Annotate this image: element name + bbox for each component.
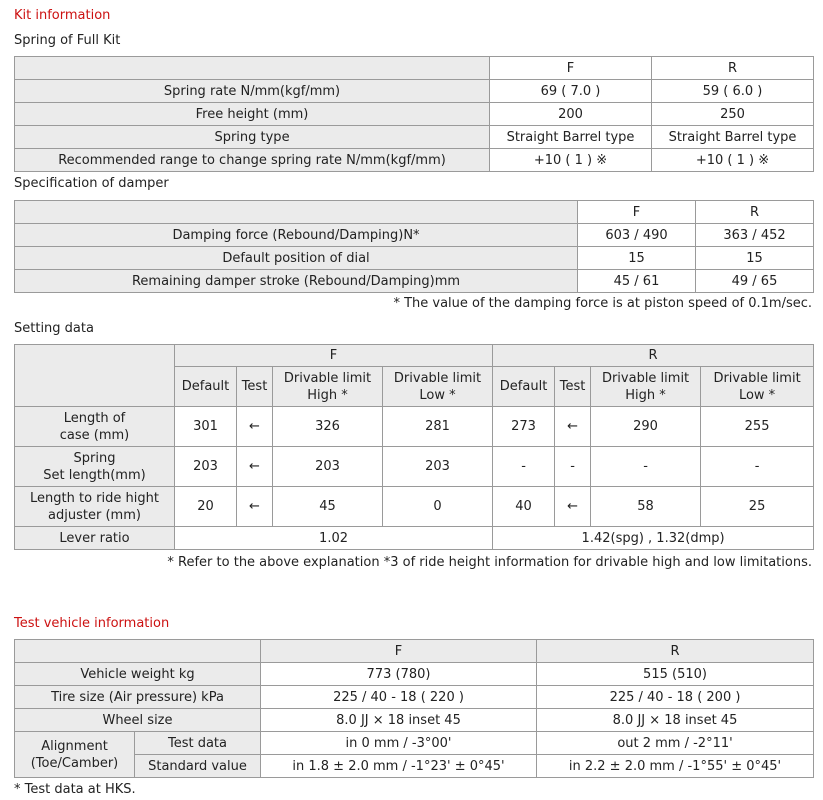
header-blank [15, 640, 261, 663]
table-header-row [15, 201, 814, 224]
subheader-low-line1: Drivable limit [713, 370, 801, 386]
table-row [15, 755, 814, 778]
cell-r: 49 / 65 [696, 270, 814, 293]
row-label: Wheel size [15, 709, 261, 732]
row-label-line2: Set length(mm) [43, 467, 146, 483]
row-label [15, 487, 175, 527]
cell-r-test: ← [555, 487, 591, 527]
row-label [15, 407, 175, 447]
row-label-line1: Length of [63, 410, 126, 426]
header-r: R [652, 57, 814, 80]
alignment-label [15, 732, 135, 778]
header-r: R [537, 640, 814, 663]
header-f: F [175, 345, 493, 367]
cell-r: in 2.2 ± 2.0 mm / -1°55' ± 0°45' [537, 755, 814, 778]
cell-f-low: 0 [383, 487, 493, 527]
row-label: Tire size (Air pressure) kPa [15, 686, 261, 709]
cell-f: 603 / 490 [578, 224, 696, 247]
subheader-low [701, 367, 814, 407]
row-label: Recommended range to change spring rate N/mm(kgf/mm) [15, 149, 490, 172]
cell-r: 250 [652, 103, 814, 126]
table-row [15, 732, 814, 755]
damper-section-title: Specification of damper [14, 176, 169, 191]
subheader-low-line2: Low * [738, 387, 776, 403]
table-row [15, 149, 814, 172]
cell-r-high: 290 [591, 407, 701, 447]
cell-r-test: ← [555, 407, 591, 447]
cell-r-test: - [555, 447, 591, 487]
row-label: Remaining damper stroke (Rebound/Damping)mm [15, 270, 578, 293]
subheader-high [273, 367, 383, 407]
test-vehicle-title: Test vehicle information [14, 616, 170, 631]
row-label: Free height (mm) [15, 103, 490, 126]
table-row [15, 487, 814, 527]
alignment-label-line1: Alignment [41, 738, 108, 754]
vehicle-note: * Test data at HKS. [14, 782, 136, 797]
cell-f-default: 203 [175, 447, 237, 487]
cell-r: 59 ( 6.0 ) [652, 80, 814, 103]
header-blank [15, 345, 175, 407]
table-row [15, 103, 814, 126]
damper-table [14, 200, 814, 293]
header-f: F [261, 640, 537, 663]
subheader-low [383, 367, 493, 407]
table-row [15, 686, 814, 709]
row-label-line1: Spring [73, 450, 116, 466]
cell-f-test: ← [237, 487, 273, 527]
cell-f: in 1.8 ± 2.0 mm / -1°23' ± 0°45' [261, 755, 537, 778]
setting-section-title: Setting data [14, 321, 94, 336]
subheader-high [591, 367, 701, 407]
subheader-high-line1: Drivable limit [283, 370, 372, 386]
table-row [15, 247, 814, 270]
cell-r: +10 ( 1 ) ※ [652, 149, 814, 172]
cell-r-low: - [701, 447, 814, 487]
row-label: Spring type [15, 126, 490, 149]
header-f: F [578, 201, 696, 224]
cell-r: 515 (510) [537, 663, 814, 686]
setting-note: * Refer to the above explanation *3 of ride height information for drivable high and low limitations. [167, 555, 812, 570]
cell-r-low: 25 [701, 487, 814, 527]
table-row [15, 407, 814, 447]
cell-r: Straight Barrel type [652, 126, 814, 149]
cell-f-test: ← [237, 407, 273, 447]
cell-r: 8.0 JJ × 18 inset 45 [537, 709, 814, 732]
table-row [15, 709, 814, 732]
row-label: Lever ratio [15, 527, 175, 550]
spring-table [14, 56, 814, 172]
cell-f: 8.0 JJ × 18 inset 45 [261, 709, 537, 732]
table-row [15, 80, 814, 103]
alignment-label-line2: (Toe/Camber) [30, 755, 119, 771]
alignment-standard-label: Standard value [135, 755, 261, 778]
subheader-low-line2: Low * [419, 387, 456, 403]
table-row [15, 126, 814, 149]
cell-f-test: ← [237, 447, 273, 487]
table-row [15, 447, 814, 487]
subheader-test: Test [237, 367, 273, 407]
header-blank [15, 201, 578, 224]
cell-f: 225 / 40 - 18 ( 220 ) [261, 686, 537, 709]
damper-note: * The value of the damping force is at piston speed of 0.1m/sec. [393, 296, 812, 311]
vehicle-table [14, 639, 814, 778]
cell-f-lever: 1.02 [175, 527, 493, 550]
subheader-test: Test [555, 367, 591, 407]
cell-r: out 2 mm / -2°11' [537, 732, 814, 755]
setting-table [14, 344, 814, 550]
table-row [15, 663, 814, 686]
table-row [15, 270, 814, 293]
cell-r-low: 255 [701, 407, 814, 447]
header-blank [15, 57, 490, 80]
header-r: R [493, 345, 814, 367]
table-row [15, 224, 814, 247]
cell-r: 15 [696, 247, 814, 270]
table-row [15, 527, 814, 550]
subheader-high-line1: Drivable limit [601, 370, 690, 386]
spring-section-title: Spring of Full Kit [14, 33, 121, 48]
cell-r-high: - [591, 447, 701, 487]
kit-information-title: Kit information [14, 8, 111, 23]
cell-f-low: 281 [383, 407, 493, 447]
cell-f-high: 326 [273, 407, 383, 447]
header-r: R [696, 201, 814, 224]
cell-f-default: 20 [175, 487, 237, 527]
row-label-line2: adjuster (mm) [48, 507, 141, 523]
cell-f: 200 [490, 103, 652, 126]
row-label-line2: case (mm) [59, 427, 130, 443]
cell-r-high: 58 [591, 487, 701, 527]
row-label: Damping force (Rebound/Damping)N* [15, 224, 578, 247]
cell-f: 69 ( 7.0 ) [490, 80, 652, 103]
cell-r-default: 273 [493, 407, 555, 447]
row-label-line1: Length to ride hight [30, 490, 159, 506]
cell-f: 15 [578, 247, 696, 270]
cell-r: 363 / 452 [696, 224, 814, 247]
cell-r-default: 40 [493, 487, 555, 527]
cell-f: Straight Barrel type [490, 126, 652, 149]
table-header-row [15, 57, 814, 80]
subheader-default: Default [175, 367, 237, 407]
subheader-default: Default [493, 367, 555, 407]
table-header-row [15, 345, 814, 367]
cell-f: +10 ( 1 ) ※ [490, 149, 652, 172]
cell-f-high: 203 [273, 447, 383, 487]
row-label: Spring rate N/mm(kgf/mm) [15, 80, 490, 103]
subheader-high-line2: High * [307, 387, 348, 403]
row-label: Default position of dial [15, 247, 578, 270]
table-header-row [15, 640, 814, 663]
cell-f-high: 45 [273, 487, 383, 527]
cell-f-default: 301 [175, 407, 237, 447]
row-label [15, 447, 175, 487]
header-f: F [490, 57, 652, 80]
cell-r: 225 / 40 - 18 ( 200 ) [537, 686, 814, 709]
cell-f: in 0 mm / -3°00' [261, 732, 537, 755]
cell-r-lever: 1.42(spg) , 1.32(dmp) [493, 527, 814, 550]
row-label: Vehicle weight kg [15, 663, 261, 686]
cell-f-low: 203 [383, 447, 493, 487]
cell-f: 773 (780) [261, 663, 537, 686]
subheader-high-line2: High * [625, 387, 666, 403]
cell-r-default: - [493, 447, 555, 487]
alignment-test-label: Test data [135, 732, 261, 755]
cell-f: 45 / 61 [578, 270, 696, 293]
subheader-low-line1: Drivable limit [393, 370, 482, 386]
